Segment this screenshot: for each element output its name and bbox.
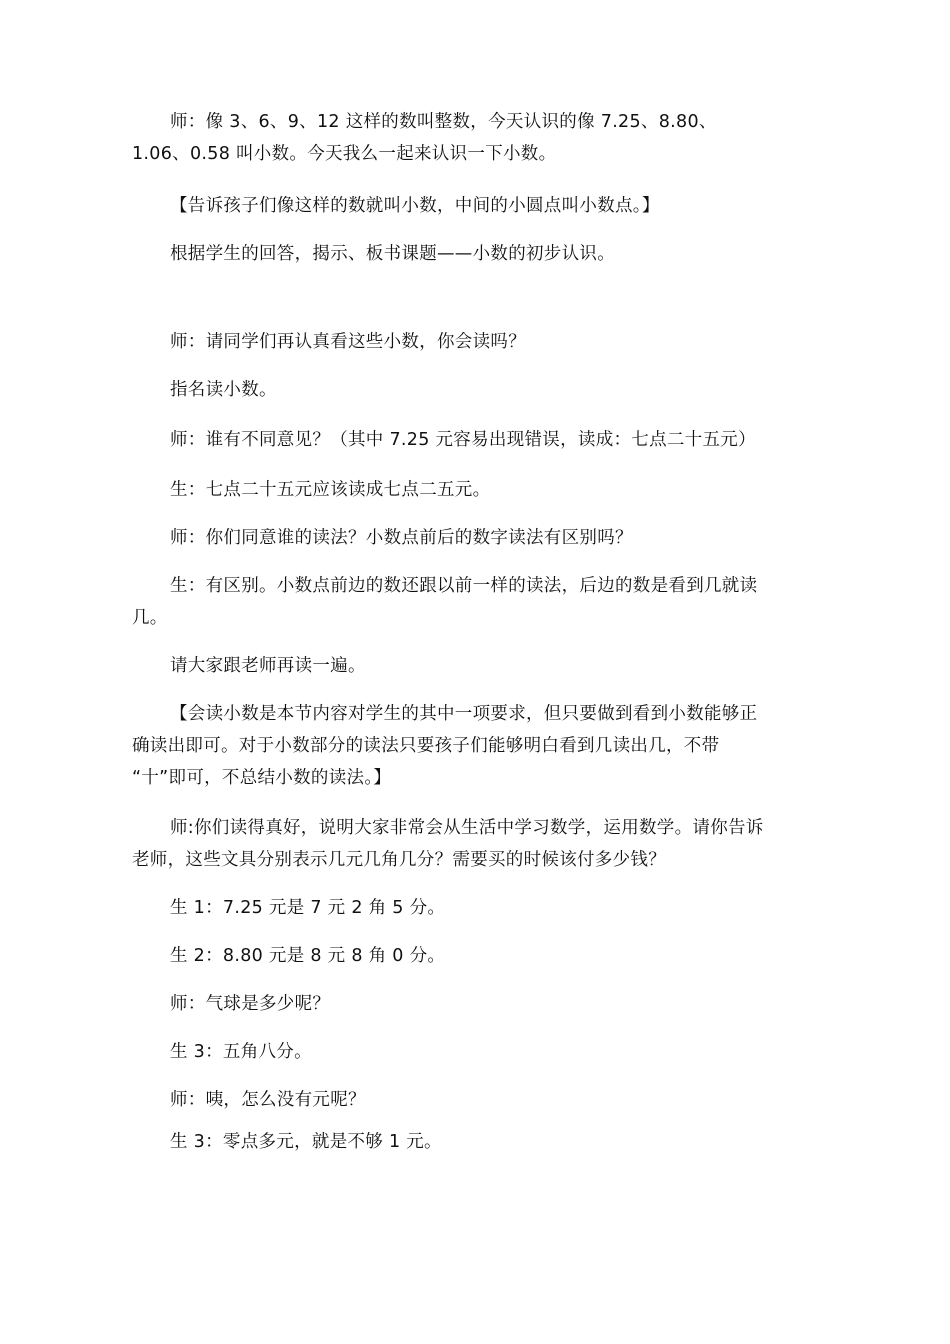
text-line: 师：请同学们再认真看这些小数，你会读吗？ [170, 332, 526, 352]
text-line: 师：你们同意谁的读法？小数点前后的数字读法有区别吗？ [170, 528, 633, 548]
paragraph-teacher-opinion [132, 424, 822, 456]
text-line: 师：像 3、6、9、12 这样的数叫整数，今天认识的像 7.25、8.80、 [170, 112, 717, 132]
text-line: 师：谁有不同意见？（其中 7.25 元容易出现错误，读成：七点二十五元） [170, 430, 756, 450]
text-line: “十”即可，不总结小数的读法。】 [132, 768, 392, 788]
text-line: 确读出即可。对于小数部分的读法只要孩子们能够明白看到几读出几，不带 [132, 736, 720, 756]
text-line: 生 2：8.80 元是 8 元 8 角 0 分。 [170, 946, 446, 966]
note-reading-requirement [132, 698, 822, 794]
note-decimal-point [132, 190, 822, 222]
text-line: 【告诉孩子们像这样的数就叫小数，中间的小圆点叫小数点。】 [170, 196, 660, 216]
paragraph-student-difference [132, 570, 822, 634]
paragraph-teacher-praise [132, 812, 822, 876]
text-line: 师：咦，怎么没有元呢？ [170, 1090, 366, 1110]
text-line: 师：气球是多少呢？ [170, 994, 331, 1014]
text-line: 指名读小数。 [170, 380, 277, 400]
text-line: 生 3：零点多元，就是不够 1 元。 [170, 1132, 442, 1152]
paragraph-student3 [132, 1036, 822, 1068]
paragraph-teacher-yuan [132, 1084, 822, 1116]
paragraph-student2 [132, 940, 822, 972]
text-line: 生：有区别。小数点前边的数还跟以前一样的读法，后边的数是看到几就读 [170, 576, 758, 596]
paragraph-read-again [132, 650, 822, 682]
paragraph-teacher-integers [132, 106, 822, 170]
text-line: 请大家跟老师再读一遍。 [170, 656, 366, 676]
text-line: 生 3：五角八分。 [170, 1042, 312, 1062]
paragraph-teacher-read [132, 326, 822, 358]
paragraph-student-answer [132, 474, 822, 506]
paragraph-topic [132, 238, 822, 270]
text-line: 【会读小数是本节内容对学生的其中一项要求，但只要做到看到小数能够正 [170, 704, 758, 724]
paragraph-name-read [132, 374, 822, 406]
paragraph-teacher-agree [132, 522, 822, 554]
text-line: 生 1：7.25 元是 7 元 2 角 5 分。 [170, 898, 446, 918]
text-line: 老师，这些文具分别表示几元几角几分？需要买的时候该付多少钱？ [132, 850, 666, 870]
paragraph-teacher-balloon [132, 988, 822, 1020]
text-line: 生：七点二十五元应该读成七点二五元。 [170, 480, 491, 500]
text-line: 师:你们读得真好，说明大家非常会从生活中学习数学，运用数学。请你告诉 [170, 818, 764, 838]
text-line: 1.06、0.58 叫小数。今天我么一起来认识一下小数。 [132, 144, 557, 164]
paragraph-student3-answer [132, 1126, 822, 1158]
text-line: 几。 [132, 608, 168, 628]
paragraph-student1 [132, 892, 822, 924]
text-line: 根据学生的回答，揭示、板书课题——小数的初步认识。 [170, 244, 615, 264]
